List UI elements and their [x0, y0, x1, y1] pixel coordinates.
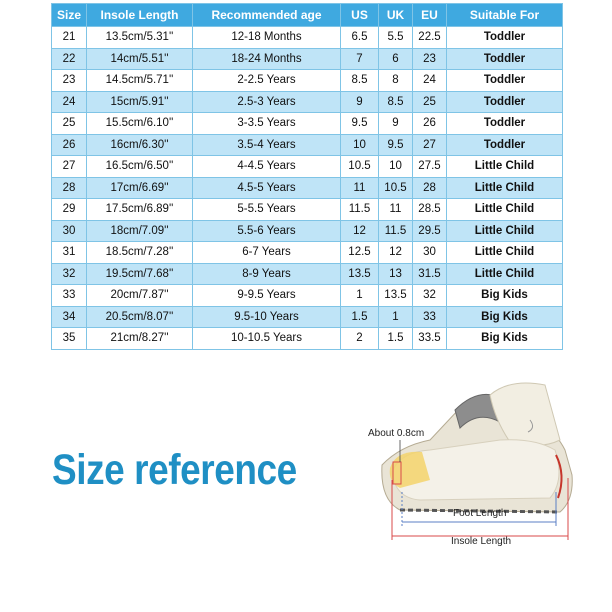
- cell-uk: 6: [379, 48, 413, 70]
- cell-us: 9: [341, 91, 379, 113]
- cell-eu: 27: [413, 134, 447, 156]
- size-reference-heading: Size reference: [52, 446, 297, 494]
- shoe-measurement-diagram: [360, 380, 580, 550]
- cell-recommended-age: 9-9.5 Years: [193, 285, 341, 307]
- cell-us: 8.5: [341, 70, 379, 92]
- table-row: [52, 91, 563, 113]
- cell-uk: 1.5: [379, 328, 413, 350]
- cell-insole-length: 20.5cm/8.07'': [87, 306, 193, 328]
- cell-uk: 9: [379, 113, 413, 135]
- cell-recommended-age: 12-18 Months: [193, 27, 341, 49]
- cell-recommended-age: 2-2.5 Years: [193, 70, 341, 92]
- header-suitable-for: Suitable For: [447, 4, 563, 27]
- cell-insole-length: 21cm/8.27'': [87, 328, 193, 350]
- cell-uk: 12: [379, 242, 413, 264]
- cell-us: 9.5: [341, 113, 379, 135]
- cell-us: 7: [341, 48, 379, 70]
- cell-us: 12: [341, 220, 379, 242]
- cell-us: 6.5: [341, 27, 379, 49]
- cell-us: 2: [341, 328, 379, 350]
- cell-uk: 11: [379, 199, 413, 221]
- cell-eu: 26: [413, 113, 447, 135]
- table-row: [52, 306, 563, 328]
- cell-suitable-for: Toddler: [447, 91, 563, 113]
- cell-recommended-age: 8-9 Years: [193, 263, 341, 285]
- cell-suitable-for: Little Child: [447, 242, 563, 264]
- cell-eu: 28: [413, 177, 447, 199]
- cell-suitable-for: Toddler: [447, 113, 563, 135]
- cell-uk: 13: [379, 263, 413, 285]
- cell-eu: 25: [413, 91, 447, 113]
- table-row: [52, 263, 563, 285]
- cell-eu: 33: [413, 306, 447, 328]
- cell-eu: 33.5: [413, 328, 447, 350]
- table-header-row: [52, 4, 563, 27]
- cell-size: 25: [52, 113, 87, 135]
- cell-eu: 23: [413, 48, 447, 70]
- cell-size: 28: [52, 177, 87, 199]
- cell-recommended-age: 3-3.5 Years: [193, 113, 341, 135]
- cell-recommended-age: 18-24 Months: [193, 48, 341, 70]
- insole-length-label: Insole Length: [451, 536, 512, 547]
- cell-size: 23: [52, 70, 87, 92]
- cell-us: 1.5: [341, 306, 379, 328]
- cell-us: 10: [341, 134, 379, 156]
- header-us: US: [341, 4, 379, 27]
- table-row: [52, 220, 563, 242]
- cell-recommended-age: 10-10.5 Years: [193, 328, 341, 350]
- cell-insole-length: 17cm/6.69'': [87, 177, 193, 199]
- table-row: [52, 70, 563, 92]
- cell-uk: 13.5: [379, 285, 413, 307]
- cell-us: 1: [341, 285, 379, 307]
- cell-uk: 11.5: [379, 220, 413, 242]
- cell-recommended-age: 4.5-5 Years: [193, 177, 341, 199]
- cell-suitable-for: Toddler: [447, 48, 563, 70]
- header-recommended-age: Recommended age: [193, 4, 341, 27]
- cell-eu: 22.5: [413, 27, 447, 49]
- cell-recommended-age: 4-4.5 Years: [193, 156, 341, 178]
- cell-eu: 27.5: [413, 156, 447, 178]
- cell-size: 26: [52, 134, 87, 156]
- header-insole-length: Insole Length: [87, 4, 193, 27]
- table-row: [52, 242, 563, 264]
- cell-size: 21: [52, 27, 87, 49]
- table-row: [52, 199, 563, 221]
- cell-suitable-for: Toddler: [447, 27, 563, 49]
- cell-insole-length: 20cm/7.87'': [87, 285, 193, 307]
- cell-eu: 32: [413, 285, 447, 307]
- cell-us: 11: [341, 177, 379, 199]
- size-chart-table: [51, 3, 563, 350]
- foot-length-label: Foot Length: [453, 508, 507, 519]
- cell-size: 34: [52, 306, 87, 328]
- cell-suitable-for: Big Kids: [447, 306, 563, 328]
- cell-suitable-for: Little Child: [447, 220, 563, 242]
- cell-size: 29: [52, 199, 87, 221]
- cell-insole-length: 13.5cm/5.31'': [87, 27, 193, 49]
- cell-insole-length: 17.5cm/6.89'': [87, 199, 193, 221]
- cell-uk: 5.5: [379, 27, 413, 49]
- cell-recommended-age: 3.5-4 Years: [193, 134, 341, 156]
- cell-eu: 28.5: [413, 199, 447, 221]
- cell-recommended-age: 6-7 Years: [193, 242, 341, 264]
- cell-suitable-for: Big Kids: [447, 328, 563, 350]
- cell-size: 35: [52, 328, 87, 350]
- cell-suitable-for: Big Kids: [447, 285, 563, 307]
- header-uk: UK: [379, 4, 413, 27]
- cell-us: 11.5: [341, 199, 379, 221]
- cell-uk: 8.5: [379, 91, 413, 113]
- cell-size: 32: [52, 263, 87, 285]
- cell-size: 31: [52, 242, 87, 264]
- cell-recommended-age: 5.5-6 Years: [193, 220, 341, 242]
- cell-suitable-for: Toddler: [447, 134, 563, 156]
- cell-recommended-age: 2.5-3 Years: [193, 91, 341, 113]
- cell-insole-length: 18.5cm/7.28'': [87, 242, 193, 264]
- table-row: [52, 177, 563, 199]
- header-size: Size: [52, 4, 87, 27]
- header-eu: EU: [413, 4, 447, 27]
- cell-insole-length: 19.5cm/7.68'': [87, 263, 193, 285]
- cell-us: 10.5: [341, 156, 379, 178]
- cell-uk: 9.5: [379, 134, 413, 156]
- table-row: [52, 113, 563, 135]
- cell-us: 12.5: [341, 242, 379, 264]
- cell-insole-length: 15cm/5.91'': [87, 91, 193, 113]
- table-row: [52, 156, 563, 178]
- cell-eu: 29.5: [413, 220, 447, 242]
- cell-recommended-age: 9.5-10 Years: [193, 306, 341, 328]
- gap-label: About 0.8cm: [368, 428, 425, 439]
- cell-uk: 10.5: [379, 177, 413, 199]
- cell-size: 24: [52, 91, 87, 113]
- table-row: [52, 27, 563, 49]
- table-row: [52, 48, 563, 70]
- cell-insole-length: 18cm/7.09'': [87, 220, 193, 242]
- cell-suitable-for: Little Child: [447, 177, 563, 199]
- shoe-illustration: [360, 380, 580, 550]
- cell-eu: 30: [413, 242, 447, 264]
- cell-insole-length: 16cm/6.30'': [87, 134, 193, 156]
- table-row: [52, 285, 563, 307]
- table-row: [52, 134, 563, 156]
- cell-size: 30: [52, 220, 87, 242]
- cell-eu: 24: [413, 70, 447, 92]
- cell-insole-length: 14.5cm/5.71'': [87, 70, 193, 92]
- cell-size: 27: [52, 156, 87, 178]
- cell-suitable-for: Little Child: [447, 156, 563, 178]
- cell-insole-length: 16.5cm/6.50'': [87, 156, 193, 178]
- cell-insole-length: 14cm/5.51'': [87, 48, 193, 70]
- cell-suitable-for: Toddler: [447, 70, 563, 92]
- cell-uk: 1: [379, 306, 413, 328]
- cell-uk: 8: [379, 70, 413, 92]
- cell-uk: 10: [379, 156, 413, 178]
- cell-recommended-age: 5-5.5 Years: [193, 199, 341, 221]
- cell-suitable-for: Little Child: [447, 263, 563, 285]
- cell-us: 13.5: [341, 263, 379, 285]
- cell-size: 33: [52, 285, 87, 307]
- cell-size: 22: [52, 48, 87, 70]
- cell-eu: 31.5: [413, 263, 447, 285]
- cell-suitable-for: Little Child: [447, 199, 563, 221]
- table-row: [52, 328, 563, 350]
- cell-insole-length: 15.5cm/6.10'': [87, 113, 193, 135]
